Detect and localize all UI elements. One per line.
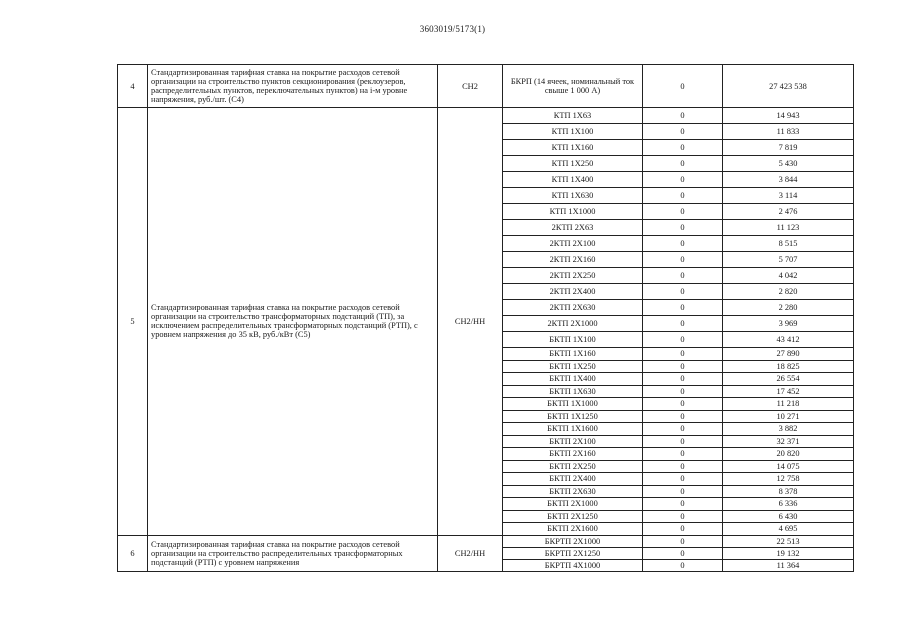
object-type: БКТП 1Х1250 [503,410,643,423]
object-type: 2КТП 2Х400 [503,284,643,300]
zero-value: 0 [643,204,723,220]
rate-value: 19 132 [723,547,854,559]
rate-value: 2 476 [723,204,854,220]
rate-value: 3 969 [723,316,854,332]
object-type: БКТП 1Х160 [503,348,643,361]
rate-value: 7 819 [723,140,854,156]
rate-value: 2 280 [723,300,854,316]
rate-value: 8 378 [723,485,854,498]
rate-value: 14 943 [723,108,854,124]
rate-value: 8 515 [723,236,854,252]
object-type: 2КТП 2Х250 [503,268,643,284]
object-type: КТП 1Х400 [503,172,643,188]
voltage-level: СН2/НН [438,535,503,571]
rate-value: 14 075 [723,460,854,473]
zero-value: 0 [643,460,723,473]
rate-value: 3 844 [723,172,854,188]
zero-value: 0 [643,498,723,511]
row-number: 4 [118,65,148,108]
table-row [118,535,854,547]
zero-value: 0 [643,410,723,423]
zero-value: 0 [643,188,723,204]
row-number: 6 [118,535,148,571]
zero-value: 0 [643,559,723,571]
rate-value: 27 423 538 [723,65,854,108]
zero-value: 0 [643,385,723,398]
zero-value: 0 [643,485,723,498]
zero-value: 0 [643,284,723,300]
object-type: 2КТП 2Х63 [503,220,643,236]
zero-value: 0 [643,172,723,188]
object-type: БКТП 1Х1600 [503,423,643,436]
zero-value: 0 [643,510,723,523]
row-description: Стандартизированная тарифная ставка на покрытие расходов сетевой организации на строительство распределительных трансформаторных подстанций (РТП) с уровнем напряжения [148,535,438,571]
object-type: КТП 1Х63 [503,108,643,124]
rate-value: 11 364 [723,559,854,571]
rate-value: 26 554 [723,373,854,386]
object-type: БКРТП 2Х1000 [503,535,643,547]
rate-value: 6 430 [723,510,854,523]
object-type: КТП 1Х630 [503,188,643,204]
zero-value: 0 [643,547,723,559]
object-type: БКТП 2Х1000 [503,498,643,511]
rate-value: 32 371 [723,435,854,448]
row-description: Стандартизированная тарифная ставка на покрытие расходов сетевой организации на строительство трансформаторных подстанций (ТП), за исключением распределительных трансформаторных подстанций (РТП), с уровнем напряжения до 35 кВ, руб./кВт (С5) [148,108,438,536]
zero-value: 0 [643,360,723,373]
object-type: БКТП 1Х250 [503,360,643,373]
zero-value: 0 [643,252,723,268]
zero-value: 0 [643,373,723,386]
object-type: БКТП 1Х1000 [503,398,643,411]
rate-value: 5 430 [723,156,854,172]
rate-value: 4 695 [723,523,854,536]
object-type: БКТП 2Х1250 [503,510,643,523]
rate-value: 10 271 [723,410,854,423]
table-row [118,65,854,108]
zero-value: 0 [643,435,723,448]
object-type: БКТП 2Х630 [503,485,643,498]
object-type: КТП 1Х1000 [503,204,643,220]
object-type: 2КТП 2Х630 [503,300,643,316]
zero-value: 0 [643,65,723,108]
rate-value: 18 825 [723,360,854,373]
rate-value: 11 833 [723,124,854,140]
tariff-table-body [118,65,854,572]
object-type: БКРТП 2Х1250 [503,547,643,559]
zero-value: 0 [643,140,723,156]
voltage-level: СН2 [438,65,503,108]
zero-value: 0 [643,348,723,361]
rate-value: 5 707 [723,252,854,268]
object-type: КТП 1Х160 [503,140,643,156]
tariff-table [117,64,854,572]
rate-value: 17 452 [723,385,854,398]
object-type: БКТП 1Х100 [503,332,643,348]
zero-value: 0 [643,268,723,284]
row-number: 5 [118,108,148,536]
zero-value: 0 [643,108,723,124]
rate-value: 27 890 [723,348,854,361]
rate-value: 22 513 [723,535,854,547]
object-type: 2КТП 2Х100 [503,236,643,252]
rate-value: 11 218 [723,398,854,411]
zero-value: 0 [643,535,723,547]
rate-value: 11 123 [723,220,854,236]
zero-value: 0 [643,156,723,172]
rate-value: 12 758 [723,473,854,486]
object-type: БКТП 1Х400 [503,373,643,386]
rate-value: 6 336 [723,498,854,511]
object-type: КТП 1Х100 [503,124,643,140]
rate-value: 43 412 [723,332,854,348]
rate-value: 4 042 [723,268,854,284]
document-id: 3603019/5173(1) [419,24,486,34]
zero-value: 0 [643,398,723,411]
object-type: БКТП 2Х250 [503,460,643,473]
object-type: БКРП (14 ячеек, номинальный ток свыше 1 000 А) [503,65,643,108]
rate-value: 3 882 [723,423,854,436]
zero-value: 0 [643,448,723,461]
row-description: Стандартизированная тарифная ставка на покрытие расходов сетевой организации на строительство пунктов секционирования (реклоузеров, распределительных пунктов, переключательных пунктов) на i-м уровне напряжения, руб./шт. (С4) [148,65,438,108]
object-type: БКТП 2Х160 [503,448,643,461]
zero-value: 0 [643,523,723,536]
zero-value: 0 [643,316,723,332]
zero-value: 0 [643,473,723,486]
zero-value: 0 [643,300,723,316]
zero-value: 0 [643,332,723,348]
voltage-level: СН2/НН [438,108,503,536]
rate-value: 3 114 [723,188,854,204]
zero-value: 0 [643,236,723,252]
zero-value: 0 [643,124,723,140]
object-type: БКТП 2Х400 [503,473,643,486]
zero-value: 0 [643,220,723,236]
object-type: КТП 1Х250 [503,156,643,172]
rate-value: 2 820 [723,284,854,300]
object-type: БКТП 1Х630 [503,385,643,398]
object-type: 2КТП 2Х1000 [503,316,643,332]
table-row [118,108,854,124]
object-type: БКРТП 4Х1000 [503,559,643,571]
rate-value: 20 820 [723,448,854,461]
object-type: БКТП 2Х1600 [503,523,643,536]
object-type: БКТП 2Х100 [503,435,643,448]
zero-value: 0 [643,423,723,436]
object-type: 2КТП 2Х160 [503,252,643,268]
